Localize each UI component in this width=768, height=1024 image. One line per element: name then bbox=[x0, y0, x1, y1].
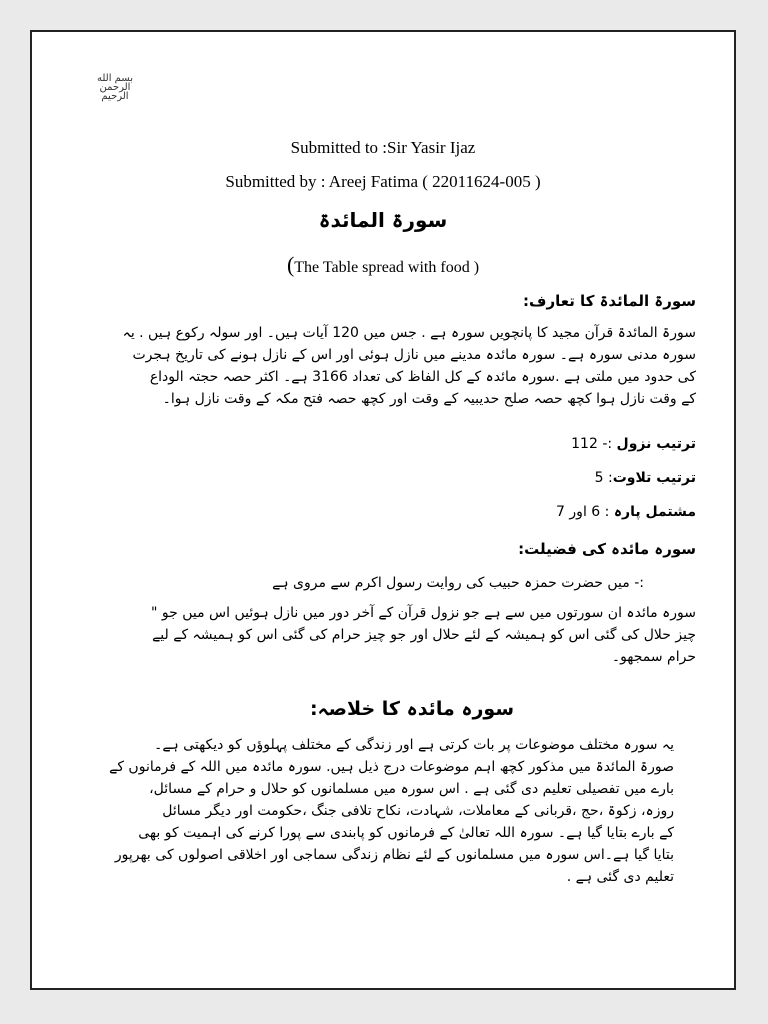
intro-paragraph bbox=[80, 322, 696, 410]
submitted-by: Submitted by : Areej Fatima ( 22011624-005 ) bbox=[225, 172, 541, 191]
bismillah-calligraphy bbox=[90, 74, 140, 101]
intro-line: سورۃ المائدۃ قرآن مجید کا پانچویں سورہ ہے . جس میں 120 آیات ہیں۔ اور سولہ رکوع ہیں . یہ bbox=[122, 325, 696, 341]
subtitle-text: The Table spread with food ) bbox=[294, 259, 480, 276]
summary-line: تعلیم دی گئی ہے . bbox=[566, 869, 674, 885]
fact-separator: : bbox=[600, 504, 614, 520]
fact-value: 112 bbox=[571, 436, 598, 452]
summary-line: بتایا گیا ہے۔اس سورہ میں مسلمانوں کے لئے نظام زندگی سماجی اور اخلاقی اصولوں کی بھرپور bbox=[114, 847, 674, 863]
summary-line: بارے میں تفصیلی تعلیم دی گئی ہے . اس سورہ میں مسلمانوں کو حلال و حرام کے مسائل، bbox=[149, 781, 674, 797]
fact-recitation-order bbox=[595, 470, 696, 486]
intro-line: کی حدود میں ملتی ہے .سورہ مائدہ کے کل الفاظ کی تعداد 3166 ہے۔ اکثر حصہ حجتہ الوداع bbox=[149, 369, 696, 385]
bismillah-line-1: بسم الله bbox=[96, 73, 134, 84]
subtitle-open-paren: ( bbox=[286, 252, 295, 277]
summary-paragraph bbox=[92, 734, 674, 888]
fact-value: 5 bbox=[594, 470, 604, 486]
virtue-heading: سورہ مائدہ کی فضیلت: bbox=[518, 540, 696, 558]
fact-key: ترتیب تلاوت bbox=[612, 470, 696, 486]
fact-revelation-order bbox=[571, 436, 696, 452]
page-title-urdu: سورۃ المائدۃ bbox=[318, 208, 448, 232]
fact-separator: : bbox=[603, 470, 613, 486]
intro-line: سورہ مدنی سورہ ہے۔ سورہ مائدہ مدینے میں نازل ہوئی اور اس کے نازل ہونے کی تاریخ ہجرت bbox=[132, 347, 696, 363]
fact-value: 6 اور 7 bbox=[556, 504, 601, 520]
intro-heading: سورۃ المائدۃ کا تعارف: bbox=[523, 292, 696, 310]
submitted-to: Submitted to :Sir Yasir Ijaz bbox=[290, 138, 476, 157]
fact-separator: :- bbox=[597, 436, 617, 452]
fact-key: ترتیب نزول bbox=[616, 436, 696, 452]
fact-para bbox=[556, 504, 696, 520]
virtue-intro bbox=[80, 572, 644, 594]
summary-line: یہ سورہ مختلف موضوعات پر بات کرتی ہے اور زندگی کے مختلف پہلوؤں کو دیکھتی ہے۔ bbox=[154, 737, 674, 753]
summary-line: کے بارے بتایا گیا ہے۔ سورہ اللہ تعالیٰ کے فرمانوں کو پابندی سے پورا کرنے کی اہمیت کو بھی bbox=[138, 825, 674, 841]
fact-key: مشتمل پارہ bbox=[613, 504, 696, 520]
summary-heading: سورہ مائدہ کا خلاصہ: bbox=[309, 698, 514, 720]
summary-line: روزہ، زکوۃ ،حج ،قربانی کے معاملات، شہادت، نکاح تلافی جنگ ،حکومت اور دیگر مسائل bbox=[162, 803, 674, 819]
intro-line: کے وقت نازل ہوا کچھ حصہ صلح حدیبیہ کے وقت اور کچھ حصہ فتح مکہ کے وقت نازل ہوا۔ bbox=[162, 391, 696, 407]
bismillah-line-2: الرحمن الرحیم bbox=[99, 82, 131, 102]
virtue-paragraph bbox=[80, 602, 696, 668]
virtue-line: چیز حلال کی گئی اس کو ہمیشہ کے لئے حلال اور جو چیز حرام کی گئی اس کو ہمیشہ کے لیے bbox=[152, 627, 696, 643]
summary-line: صورۃ المائدۃ میں مذکور کچھ اہم موضوعات درج ذیل ہیں. سورہ مائدہ میں اللہ کے فرمانوں کے bbox=[109, 759, 674, 775]
document-page bbox=[30, 30, 736, 990]
page-subtitle-english bbox=[32, 252, 734, 278]
virtue-line: حرام سمجھو۔ bbox=[611, 649, 696, 665]
virtue-line: :- میں حضرت حمزہ حبیب کی روایت رسول اکرم سے مروی ہے bbox=[272, 575, 644, 591]
virtue-line: سورہ مائدہ ان سورتوں میں سے ہے جو نزول قرآن کے آخر دور میں نازل ہوئیں اس میں جو " bbox=[150, 605, 696, 621]
